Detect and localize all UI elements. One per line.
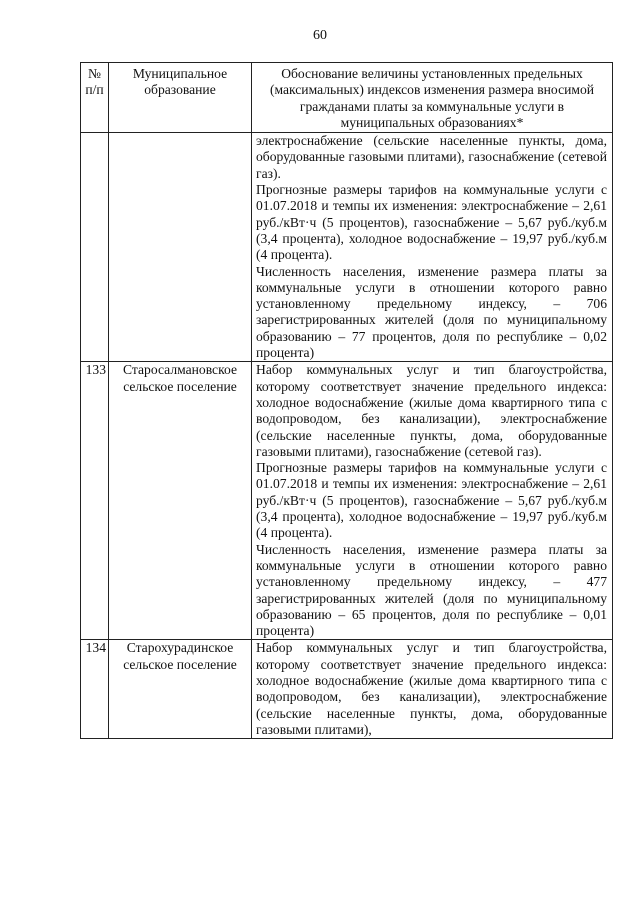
paragraph-tariffs: Прогнозные размеры тарифов на коммунальные услуги с 01.07.2018 и темпы их изменения: электроснабжение – 2,61 руб./кВт·ч (5 процентов), газоснабжение – 5,67 руб./куб.м (3,4 процента), холодное водоснабжение – 19,97 руб./куб.м (4 процента). [256, 182, 607, 263]
header-justification: Обоснование величины установленных предельных (максимальных) индексов изменения размера вносимой гражданами платы за коммунальные услуги в муниципальных образованиях* [252, 63, 613, 133]
row-number [81, 133, 109, 362]
municipality-name: Старосалмановское сельское поселение [109, 362, 252, 640]
table-header-row [81, 63, 613, 133]
paragraph-services: Набор коммунальных услуг и тип благоустройства, которому соответствует значение предельного индекса: холодное водоснабжение (жилые дома квартирного типа с водопроводом, без канализации), электроснабжение (сельские населенные пункты, дома, оборудованные газовыми плитами), газоснабжение (сетевой газ). [256, 362, 607, 459]
header-num: № п/п [81, 63, 109, 133]
header-municipality: Муниципальное образование [109, 63, 252, 133]
justification-cell [252, 640, 613, 739]
paragraph-services: электроснабжение (сельские населенные пункты, дома, оборудованные газовыми плитами), газоснабжение (сетевой газ). [256, 133, 607, 181]
row-number: 134 [81, 640, 109, 739]
table-row [81, 362, 613, 640]
paragraph-population: Численность населения, изменение размера платы за коммунальные услуги в отношении которого равно установленному предельному индексу, – 706 зарегистрированных жителей (доля по муниципальному образованию – 77 процентов, доля по республике – 0,02 процента) [256, 263, 607, 361]
table-row [81, 640, 613, 739]
justification-cell [252, 133, 613, 362]
page-number: 60 [313, 28, 327, 43]
row-number: 133 [81, 362, 109, 640]
paragraph-tariffs: Прогнозные размеры тарифов на коммунальные услуги с 01.07.2018 и темпы их изменения: электроснабжение – 2,61 руб./кВт·ч (5 процентов), газоснабжение – 5,67 руб./куб.м (3,4 процента), холодное водоснабжение – 19,97 руб./куб.м (4 процента). [256, 460, 607, 541]
paragraph-population: Численность населения, изменение размера платы за коммунальные услуги в отношении которого равно установленному предельному индексу, – 477 зарегистрированных жителей (доля по муниципальному образованию – 65 процентов, доля по республике – 0,01 процента) [256, 541, 607, 639]
municipality-name [109, 133, 252, 362]
justification-cell [252, 362, 613, 640]
municipality-name: Старохурадинское сельское поселение [109, 640, 252, 739]
tariff-index-table [80, 62, 613, 739]
table-row [81, 133, 613, 362]
paragraph-services: Набор коммунальных услуг и тип благоустройства, которому соответствует значение предельного индекса: холодное водоснабжение (жилые дома квартирного типа с водопроводом, без канализации), электроснабжение (сельские населенные пункты, дома, оборудованные газовыми плитами), [256, 640, 607, 737]
